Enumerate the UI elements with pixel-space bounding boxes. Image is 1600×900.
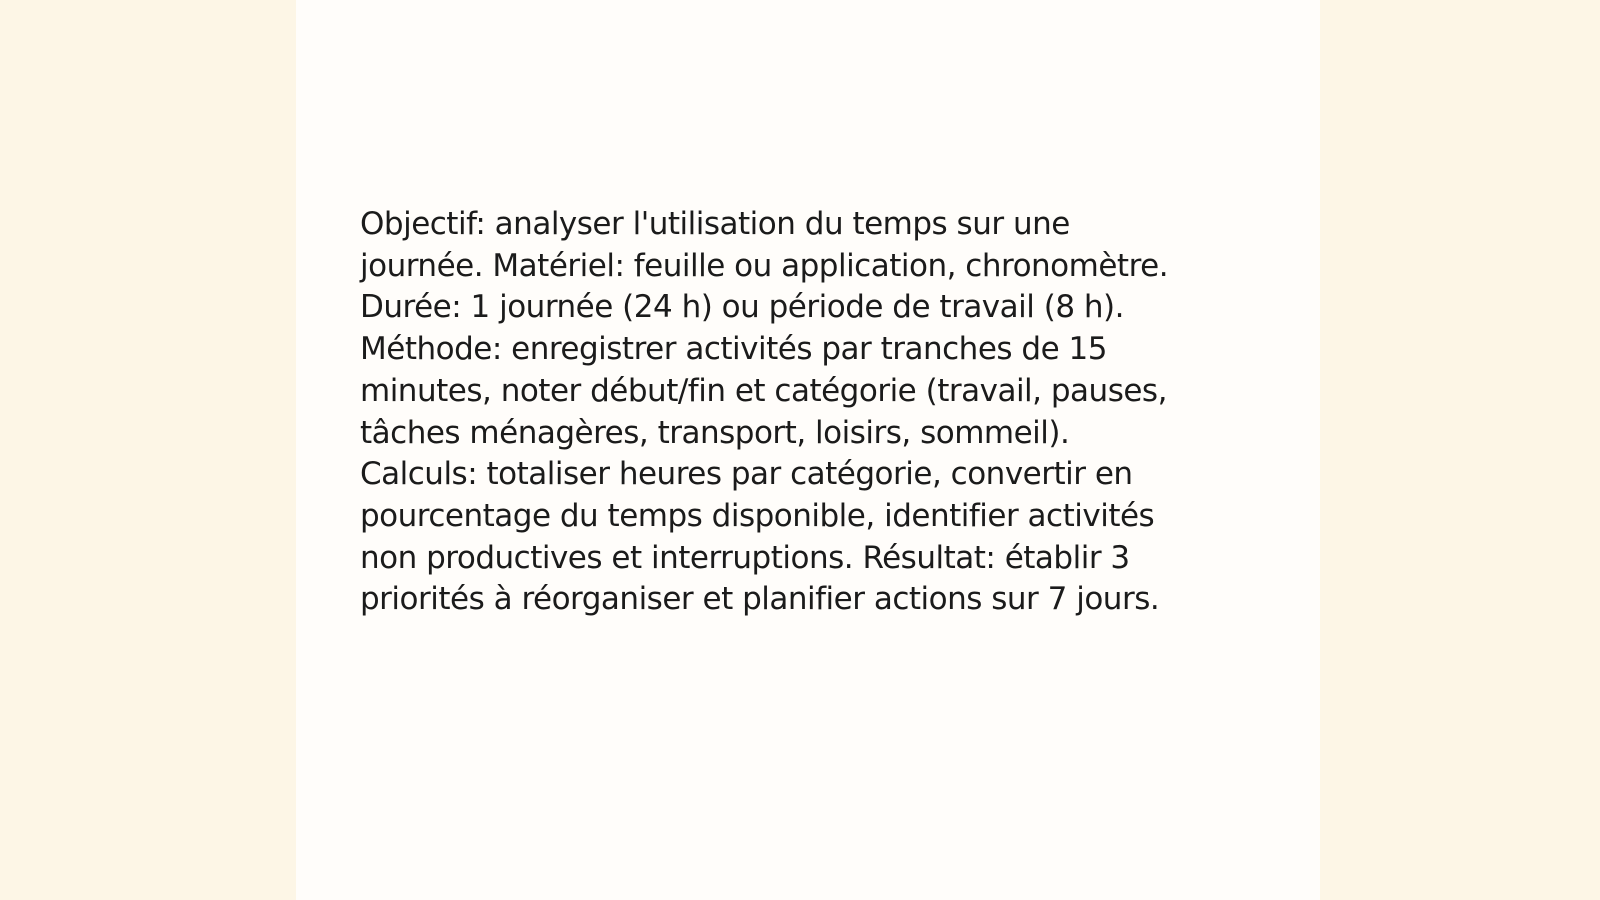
text-line-methode: Méthode: enregistrer activités par tranches de 15 <box>360 331 1107 368</box>
text-line-objectif: Objectif: analyser l'utilisation du temps sur une <box>360 206 1070 242</box>
text-line-calculs: Calculs: totaliser heures par catégorie, convertir en <box>360 456 1133 493</box>
slide-panel <box>296 0 1320 900</box>
text-line-duree: Durée: 1 journée (24 h) ou période de travail (8 h). <box>360 289 1125 326</box>
text-line-methode-cont: minutes, noter début/fin et catégorie (travail, pauses, <box>360 372 1167 409</box>
text-line-methode-end: tâches ménagères, transport, loisirs, sommeil). <box>360 414 1070 451</box>
text-line-resultat-end: priorités à réorganiser et planifier actions sur 7 jours. <box>360 581 1160 618</box>
text-line-calculs-cont: pourcentage du temps disponible, identifier activités <box>360 497 1155 534</box>
body-text <box>360 204 1260 621</box>
text-line-resultat: non productives et interruptions. Résultat: établir 3 <box>360 539 1130 576</box>
text-line-materiel: journée. Matériel: feuille ou application, chronomètre. <box>360 247 1169 284</box>
